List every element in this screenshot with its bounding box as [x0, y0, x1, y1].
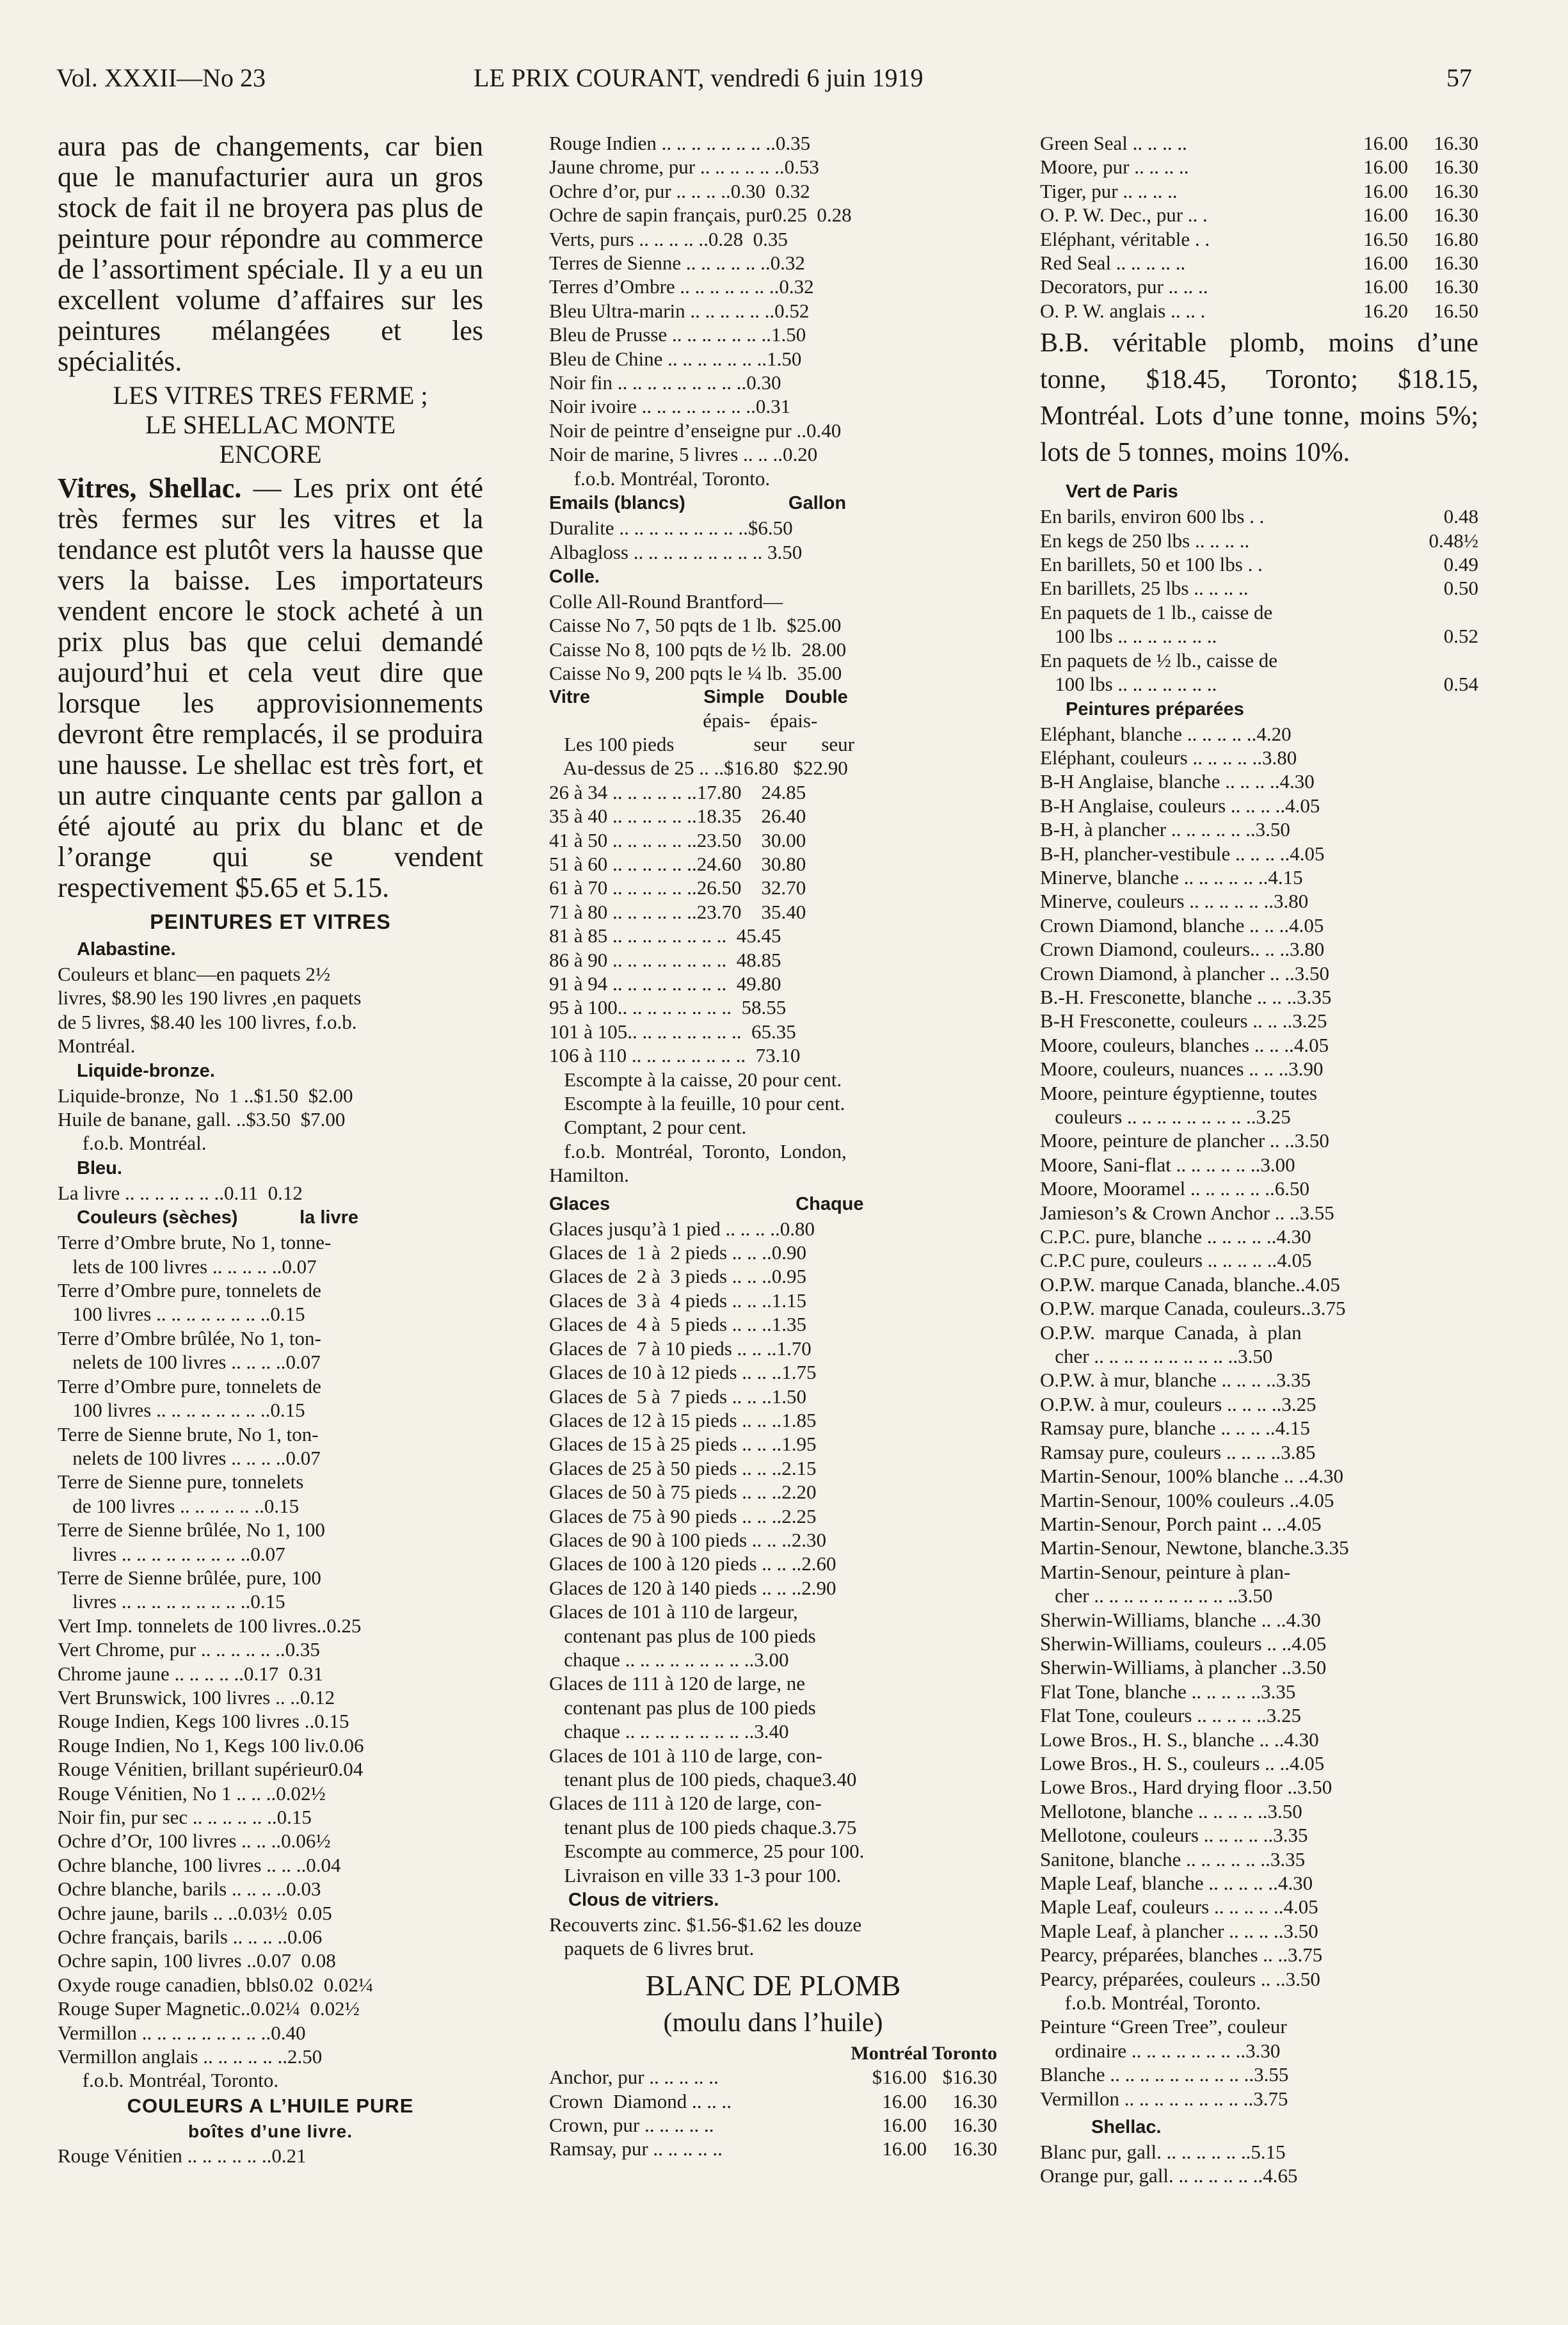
price-line: f.o.b. Montréal, Toronto. — [1040, 1991, 1261, 2015]
price-row — [1040, 648, 1478, 672]
price-line: f.o.b. Montréal, Toronto, London, — [549, 1139, 847, 1162]
price-line: contenant pas plus de 100 pieds — [549, 1696, 816, 1719]
row-value-2: $16.30 — [942, 2066, 997, 2089]
price-line: Escompte à la caisse, 20 pour cent. — [549, 1068, 842, 1091]
price-line: Terre d’Ombre pure, tonnelets de — [58, 1374, 321, 1397]
price-line: Ochre d’Or, 100 livres .. .. ..0.06½ — [58, 1830, 331, 1853]
blanc-de-plomb-table — [549, 2065, 997, 2161]
heading-shellac: LE SHELLAC MONTE — [145, 410, 396, 439]
price-line: couleurs .. .. .. .. .. .. .. .. ..3.25 — [1040, 1106, 1291, 1128]
row-label: Moore, pur .. .. .. .. — [1040, 156, 1189, 179]
row-value: 16.00 — [882, 2089, 927, 2112]
price-row — [1040, 672, 1478, 696]
subhead-clous: Clous de vitriers. — [568, 1890, 719, 1911]
price-line: Flat Tone, blanche .. .. .. .. ..3.35 — [1040, 1680, 1296, 1703]
price-line: B-H Anglaise, couleurs .. .. .. ..4.05 — [1040, 794, 1320, 817]
row-value: 16.50 — [1363, 227, 1408, 250]
row-value-2: 16.50 — [1434, 299, 1478, 322]
price-line: Glaces de 7 à 10 pieds .. .. ..1.70 — [549, 1337, 812, 1360]
price-line: Duralite .. .. .. .. .. .. .. .. ..$6.50 — [549, 517, 793, 540]
price-line: Martin-Senour, Porch paint .. ..4.05 — [1040, 1512, 1322, 1535]
price-line: Hamilton. — [549, 1164, 629, 1187]
price-line: Crown Diamond, blanche .. .. ..4.05 — [1040, 913, 1324, 937]
couleurs-huile-prices — [549, 131, 997, 490]
price-line: f.o.b. Montréal. — [58, 1132, 207, 1155]
price-line: de 100 livres .. .. .. .. .. ..0.15 — [58, 1494, 300, 1517]
row-value-2: 16.30 — [1434, 179, 1478, 202]
price-line: Terre de Sienne brute, No 1, ton- — [58, 1422, 319, 1445]
price-row — [1040, 131, 1478, 155]
price-line: Chrome jaune .. .. .. .. ..0.17 0.31 — [58, 1662, 324, 1685]
row-value: 16.00 — [882, 2114, 927, 2137]
price-line: Glaces de 100 à 120 pieds .. .. ..2.60 — [549, 1552, 836, 1575]
price-line: Albagloss .. .. .. .. .. .. .. .. .. 3.50 — [549, 540, 803, 563]
price-line: livres .. .. .. .. .. .. .. .. ..0.07 — [58, 1542, 285, 1565]
price-line: Glaces de 111 à 120 de large, con- — [549, 1792, 822, 1815]
price-line: Glaces de 50 à 75 pieds .. .. ..2.20 — [549, 1481, 817, 1504]
paragraph-lead: Vitres, Shellac. — [58, 472, 242, 504]
price-line: Glaces de 5 à 7 pieds .. .. ..1.50 — [549, 1385, 807, 1408]
row-label: Red Seal .. .. .. .. .. — [1040, 252, 1186, 275]
price-row — [1040, 600, 1478, 624]
price-line: Minerve, blanche .. .. .. .. .. ..4.15 — [1040, 865, 1303, 889]
price-line: Noir de marine, 5 livres .. .. ..0.20 — [549, 443, 818, 466]
price-line: O.P.W. à mur, blanche .. .. .. ..3.35 — [1040, 1369, 1311, 1392]
row-label: Crown, pur .. .. .. .. .. — [549, 2114, 714, 2137]
price-row — [549, 2113, 997, 2137]
price-line: C.P.C. pure, blanche .. .. .. .. ..4.30 — [1040, 1225, 1311, 1248]
row-label: En barils, environ 600 lbs . . — [1040, 505, 1265, 528]
section-couleurs-huile: COULEURS A L’HUILE PURE — [127, 2094, 414, 2117]
price-line: Noir fin, pur sec .. .. .. .. .. ..0.15 — [58, 1806, 312, 1828]
price-line: Rouge Indien, Kegs 100 livres ..0.15 — [58, 1710, 349, 1733]
price-line: Martin-Senour, 100% blanche .. ..4.30 — [1040, 1465, 1343, 1488]
price-line: chaque .. .. .. .. .. .. .. .. ..3.00 — [549, 1648, 789, 1671]
price-row — [549, 2137, 997, 2160]
price-line: Caisse No 8, 100 pqts de ½ lb. 28.00 — [549, 638, 847, 661]
price-line: chaque .. .. .. .. .. .. .. .. ..3.40 — [549, 1720, 789, 1743]
row-value-2: 16.80 — [1434, 227, 1478, 250]
price-line: Rouge Super Magnetic..0.02¼ 0.02½ — [58, 1997, 360, 2020]
price-line: B.-H. Fresconette, blanche .. .. ..3.35 — [1040, 985, 1332, 1008]
peintures-preparees-list — [1040, 722, 1478, 2111]
price-line: Ochre blanche, 100 livres .. .. ..0.04 — [58, 1853, 341, 1876]
price-line: Lowe Bros., Hard drying floor ..3.50 — [1040, 1776, 1332, 1799]
row-label: Eléphant, véritable . . — [1040, 227, 1210, 250]
price-line: Ochre de sapin français, pur0.25 0.28 — [549, 204, 852, 227]
row-value: 16.00 — [1363, 252, 1408, 275]
price-line: contenant pas plus de 100 pieds — [549, 1624, 816, 1647]
price-line: Crown Diamond, à plancher .. ..3.50 — [1040, 961, 1329, 985]
price-line: Glaces de 101 à 110 de largeur, — [549, 1600, 798, 1623]
price-line: cher .. .. .. .. .. .. .. .. .. ..3.50 — [1040, 1345, 1273, 1368]
column-3 — [1040, 131, 1478, 2188]
price-line: Lowe Bros., H. S., blanche .. ..4.30 — [1040, 1728, 1319, 1751]
price-row — [1040, 504, 1478, 528]
page-number: 57 — [1446, 63, 1472, 92]
row-label: En barillets, 25 lbs .. .. .. .. — [1040, 577, 1249, 600]
emails-list — [549, 516, 997, 564]
price-line: Colle All-Round Brantford— — [549, 590, 783, 613]
price-line: Moore, couleurs, nuances .. .. ..3.90 — [1040, 1058, 1324, 1081]
price-line: Moore, Mooramel .. .. .. .. .. ..6.50 — [1040, 1177, 1310, 1200]
price-line: Glaces de 111 à 120 de large, ne — [549, 1672, 805, 1695]
price-row — [549, 2089, 997, 2113]
price-line: Glaces de 90 à 100 pieds .. .. ..2.30 — [549, 1528, 827, 1551]
price-line: Sherwin-Williams, couleurs .. ..4.05 — [1040, 1632, 1327, 1655]
row-value-2: 16.30 — [952, 2137, 997, 2160]
subhead-vitre: Vitre Simple Double — [549, 686, 848, 707]
price-row — [1040, 227, 1478, 251]
volume-number: Vol. XXXII—No 23 — [56, 63, 266, 92]
row-label: Green Seal .. .. .. .. — [1040, 132, 1187, 154]
price-line: Glaces de 25 à 50 pieds .. .. ..2.15 — [549, 1456, 817, 1479]
heading-vitres: LES VITRES TRES FERME ; — [113, 381, 428, 410]
subhead-bleu: Bleu. — [77, 1157, 122, 1179]
price-line: Glaces de 12 à 15 pieds .. .. ..1.85 — [549, 1408, 817, 1431]
price-row — [549, 2065, 997, 2089]
row-value-2: 16.30 — [1434, 156, 1478, 179]
price-line: La livre .. .. .. .. .. .. ..0.11 0.12 — [58, 1181, 303, 1204]
price-line: Huile de banane, gall. ..$3.50 $7.00 — [58, 1108, 346, 1131]
price-line: Glaces de 15 à 25 pieds .. .. ..1.95 — [549, 1433, 817, 1456]
price-line: tenant plus de 100 pieds chaque.3.75 — [549, 1815, 857, 1838]
row-label: 100 lbs .. .. .. .. .. .. .. — [1040, 673, 1217, 696]
bb-plomb-paragraph: B.B. véritable plomb, moins d’une tonne, $18.45, Toronto; $18.15, Montréal. Lots d’une tonne, moins 5%; lots de 5 tonnes, moins 10%. — [1040, 328, 1478, 468]
subhead-couleurs-seches: Couleurs (sèches) la livre — [77, 1207, 358, 1228]
price-line: Lowe Bros., H. S., couleurs .. ..4.05 — [1040, 1751, 1325, 1774]
price-line: Minerve, couleurs .. .. .. .. .. ..3.80 — [1040, 890, 1309, 913]
price-line: Jaune chrome, pur .. .. .. .. .. ..0.53 — [549, 156, 819, 179]
price-line: Ochre blanche, barils .. .. .. ..0.03 — [58, 1878, 321, 1901]
price-line: Rouge Indien .. .. .. .. .. .. .. ..0.35 — [549, 132, 811, 154]
row-label: 100 lbs .. .. .. .. .. .. .. — [1040, 625, 1217, 648]
price-line: Maple Leaf, couleurs .. .. .. .. ..4.05 — [1040, 1895, 1318, 1919]
blanc-columns-header: Montréal Toronto — [851, 2042, 997, 2064]
vitres-shellac-paragraph — [58, 473, 483, 903]
price-line: B-H, plancher-vestibule .. .. .. ..4.05 — [1040, 842, 1325, 865]
row-value — [1402, 600, 1478, 624]
subhead-colle: Colle. — [549, 566, 600, 587]
price-line: Bleu Ultra-marin .. .. .. .. .. ..0.52 — [549, 299, 810, 322]
price-line: cher .. .. .. .. .. .. .. .. .. ..3.50 — [1040, 1584, 1273, 1607]
subhead-glaces: Glaces Chaque — [549, 1193, 864, 1214]
page-header — [56, 63, 1472, 101]
price-line: Rouge Indien, No 1, Kegs 100 liv.0.06 — [58, 1734, 364, 1757]
price-line: tenant plus de 100 pieds, chaque3.40 — [549, 1768, 857, 1790]
row-value: 0.50 — [1443, 577, 1478, 600]
price-line: Terres de Sienne .. .. .. .. .. ..0.32 — [549, 252, 805, 275]
price-line: lets de 100 livres .. .. .. .. ..0.07 — [58, 1255, 317, 1278]
price-line: Peinture “Green Tree”, couleur — [1040, 2015, 1287, 2038]
price-line: O.P.W. marque Canada, couleurs..3.75 — [1040, 1297, 1346, 1320]
price-line: Noir ivoire .. .. .. .. .. .. .. ..0.31 — [549, 395, 791, 418]
price-line: Glaces de 101 à 110 de large, con- — [549, 1744, 822, 1767]
vitre-subhead-3: Les 100 pieds seur seur — [549, 732, 854, 755]
price-line: Moore, couleurs, blanches .. .. ..4.05 — [1040, 1033, 1329, 1056]
price-line: Terre d’Ombre brûlée, No 1, ton- — [58, 1326, 321, 1349]
price-line: Glaces de 2 à 3 pieds .. .. ..0.95 — [549, 1265, 807, 1288]
price-line: 101 à 105.. .. .. .. .. .. .. .. 65.35 — [549, 1020, 796, 1043]
row-label: O. P. W. anglais .. .. . — [1040, 299, 1206, 322]
price-line: 35 à 40 .. .. .. .. .. ..18.35 26.40 — [549, 805, 806, 828]
price-line: Eléphant, couleurs .. .. .. .. ..3.80 — [1040, 746, 1297, 769]
row-label: En paquets de 1 lb., caisse de — [1040, 600, 1273, 623]
price-line: Vermillon anglais .. .. .. .. .. ..2.50 — [58, 2045, 323, 2068]
price-line: Glaces de 120 à 140 pieds .. .. ..2.90 — [549, 1576, 836, 1599]
price-row — [1040, 251, 1478, 275]
price-line: 26 à 34 .. .. .. .. .. ..17.80 24.85 — [549, 780, 806, 803]
price-line: f.o.b. Montréal, Toronto. — [549, 467, 771, 490]
price-line: Vert Brunswick, 100 livres .. ..0.12 — [58, 1685, 335, 1709]
price-line: Glaces de 4 à 5 pieds .. .. ..1.35 — [549, 1313, 807, 1336]
price-line: Eléphant, blanche .. .. .. .. ..4.20 — [1040, 722, 1292, 745]
price-line: Blanche .. .. .. .. .. .. .. .. .. ..3.55 — [1040, 2063, 1289, 2086]
row-value: $16.00 — [872, 2066, 927, 2089]
price-line: O.P.W. marque Canada, blanche..4.05 — [1040, 1273, 1340, 1296]
shellac-list — [1040, 2140, 1478, 2188]
row-label: Ramsay, pur .. .. .. .. .. — [549, 2137, 723, 2160]
column-2 — [549, 131, 997, 2161]
price-line: Terre de Sienne pure, tonnelets — [58, 1470, 304, 1493]
price-line: Ochre français, barils .. .. .. ..0.06 — [58, 1926, 323, 1949]
price-row — [1040, 576, 1478, 600]
price-line: nelets de 100 livres .. .. .. ..0.07 — [58, 1446, 321, 1469]
row-value: 0.52 — [1443, 625, 1478, 648]
price-line: Mellotone, couleurs .. .. .. .. ..3.35 — [1040, 1824, 1308, 1847]
blanc-de-plomb-table-cont — [1040, 131, 1478, 323]
row-value: 0.49 — [1443, 553, 1478, 576]
vert-de-paris-table — [1040, 504, 1478, 696]
price-line: Escompte au commerce, 25 pour 100. — [549, 1840, 865, 1863]
price-line: Bleu de Prusse .. .. .. .. .. .. ..1.50 — [549, 323, 806, 346]
price-line: Noir de peintre d’enseigne pur ..0.40 — [549, 419, 842, 442]
price-line: Recouverts zinc. $1.56-$1.62 les douze — [549, 1913, 862, 1936]
row-value: 0.48 — [1443, 505, 1478, 528]
subhead-vert-de-paris: Vert de Paris — [1066, 481, 1178, 503]
price-line: 81 à 85 .. .. .. .. .. .. .. .. 45.45 — [549, 924, 781, 947]
row-value: 16.00 — [1363, 132, 1408, 154]
price-line: Rouge Vénitien .. .. .. .. .. ..0.21 — [58, 2144, 307, 2167]
price-line: Ochre jaune, barils .. ..0.03½ 0.05 — [58, 1901, 332, 1924]
price-line: Glaces de 3 à 4 pieds .. .. ..1.15 — [549, 1289, 807, 1312]
price-line: 86 à 90 .. .. .. .. .. .. .. .. 48.85 — [549, 948, 781, 971]
price-line: Vermillon .. .. .. .. .. .. .. .. ..0.40 — [58, 2021, 306, 2044]
price-line: Livraison en ville 33 1-3 pour 100. — [549, 1863, 842, 1887]
price-line: Mellotone, blanche .. .. .. .. ..3.50 — [1040, 1799, 1302, 1822]
subhead-alabastine: Alabastine. — [77, 939, 176, 960]
price-line: Comptant, 2 pour cent. — [549, 1116, 747, 1139]
price-line: Rouge Vénitien, brillant supérieur0.04 — [58, 1758, 364, 1781]
price-line: de 5 livres, $8.40 les 100 livres, f.o.b. — [58, 1010, 357, 1033]
row-value: 16.00 — [1363, 275, 1408, 298]
price-line: Pearcy, préparées, blanches .. ..3.75 — [1040, 1943, 1323, 1967]
row-value: 16.20 — [1363, 299, 1408, 322]
price-line: Glaces de 75 à 90 pieds .. .. ..2.25 — [549, 1504, 817, 1527]
row-label: En barillets, 50 et 100 lbs . . — [1040, 553, 1263, 576]
price-line: 100 livres .. .. .. .. .. .. .. ..0.15 — [58, 1303, 305, 1326]
price-line: 41 à 50 .. .. .. .. .. ..23.50 30.00 — [549, 828, 806, 851]
price-row — [1040, 552, 1478, 576]
price-line: Ramsay pure, blanche .. .. .. ..4.15 — [1040, 1417, 1310, 1440]
row-value: 0.54 — [1443, 673, 1478, 696]
price-line: Moore, peinture égyptienne, toutes — [1040, 1081, 1318, 1104]
price-line: Terre d’Ombre pure, tonnelets de — [58, 1279, 321, 1302]
price-line: Maple Leaf, à plancher .. .. .. ..3.50 — [1040, 1919, 1318, 1942]
column-1 — [58, 131, 483, 2168]
price-line: Montréal. — [58, 1034, 136, 1058]
price-line: O.P.W. à mur, couleurs .. .. .. ..3.25 — [1040, 1392, 1316, 1415]
price-line: Verts, purs .. .. .. .. ..0.28 0.35 — [549, 227, 788, 250]
price-line: Caisse No 7, 50 pqts de 1 lb. $25.00 — [549, 614, 842, 637]
couleurs-seches-list — [58, 1230, 483, 2093]
row-value: 0.48½ — [1428, 529, 1478, 552]
colle-list — [549, 590, 997, 686]
price-line: 95 à 100.. .. .. .. .. .. .. .. 58.55 — [549, 996, 787, 1019]
price-line: Escompte à la feuille, 10 pour cent. — [549, 1092, 845, 1115]
publication-title: LE PRIX COURANT, vendredi 6 juin 1919 — [474, 63, 924, 92]
row-value-2: 16.30 — [1434, 204, 1478, 227]
price-line: Glaces de 1 à 2 pieds .. .. ..0.90 — [549, 1241, 807, 1264]
price-line: Bleu de Chine .. .. .. .. .. .. ..1.50 — [549, 347, 802, 370]
row-label: Tiger, pur .. .. .. .. — [1040, 179, 1178, 202]
price-line: Terre de Sienne brûlée, pure, 100 — [58, 1566, 321, 1589]
price-line: O.P.W. marque Canada, à plan — [1040, 1321, 1302, 1344]
row-label: Crown Diamond .. .. .. — [549, 2089, 732, 2112]
row-value — [1402, 648, 1478, 672]
price-line: Glaces de 10 à 12 pieds .. .. ..1.75 — [549, 1361, 817, 1384]
price-row — [1040, 203, 1478, 227]
subhead-boites: boîtes d’une livre. — [188, 2121, 353, 2141]
escompte-list — [549, 1068, 997, 1187]
section-peintures-vitres: PEINTURES ET VITRES — [150, 910, 391, 933]
price-line: Vert Chrome, pur .. .. .. .. .. ..0.35 — [58, 1638, 320, 1661]
price-line: ordinaire .. .. .. .. .. .. .. ..3.30 — [1040, 2039, 1281, 2062]
price-line: paquets de 6 livres brut. — [549, 1937, 755, 1960]
row-label: En paquets de ½ lb., caisse de — [1040, 648, 1278, 672]
price-line: Vermillon .. .. .. .. .. .. .. .. ..3.75 — [1040, 2087, 1288, 2110]
price-line: 106 à 110 .. .. .. .. .. .. .. .. 73.10 — [549, 1044, 801, 1067]
row-value-2: 16.30 — [1434, 252, 1478, 275]
price-line: Ochre sapin, 100 livres ..0.07 0.08 — [58, 1949, 336, 1972]
price-line: Rouge Vénitien, No 1 .. .. ..0.02½ — [58, 1782, 326, 1805]
price-line: Terres d’Ombre .. .. .. .. .. .. ..0.32 — [549, 275, 814, 298]
price-line: nelets de 100 livres .. .. .. ..0.07 — [58, 1351, 321, 1374]
price-line: Terre d’Ombre brute, No 1, tonne- — [58, 1231, 332, 1254]
subhead-liquide-bronze: Liquide-bronze. — [77, 1060, 215, 1081]
row-label: Decorators, pur .. .. .. — [1040, 275, 1208, 298]
price-line: Au-dessus de 25 .. ..$16.80 $22.90 — [549, 757, 848, 780]
price-line: Sherwin-Williams, à plancher ..3.50 — [1040, 1656, 1327, 1679]
liquide-bronze-list — [58, 1084, 483, 1155]
clous-list — [549, 1913, 997, 1961]
price-line: Pearcy, préparées, couleurs .. ..3.50 — [1040, 1967, 1320, 1990]
price-line: livres .. .. .. .. .. .. .. .. ..0.15 — [58, 1590, 285, 1613]
row-label: O. P. W. Dec., pur .. . — [1040, 204, 1208, 227]
price-row — [1040, 275, 1478, 298]
price-line: Jamieson’s & Crown Anchor .. ..3.55 — [1040, 1201, 1334, 1224]
row-value-2: 16.30 — [952, 2089, 997, 2112]
intro-paragraph: aura pas de changements, car bien que le manufacturier aura un gros stock de fait il ne broyera pas plus de peinture pour répondre au commerce de l’assortiment spéciale. Il y a eu un excellent volume d’affaires sur les peintures mélangées et les spécialités. — [58, 131, 483, 377]
glaces-list — [549, 1217, 997, 1887]
price-row — [1040, 179, 1478, 203]
price-row — [1040, 529, 1478, 552]
blanc-de-plomb-subtitle: (moulu dans l’huile) — [663, 2007, 883, 2038]
couleurs-huile-list — [58, 2144, 483, 2168]
price-line: f.o.b. Montréal, Toronto. — [58, 2069, 279, 2092]
price-line: Sanitone, blanche .. .. .. .. .. ..3.35 — [1040, 1847, 1306, 1870]
price-line: 61 à 70 .. .. .. .. .. ..26.50 32.70 — [549, 876, 806, 899]
blanc-de-plomb-title: BLANC DE PLOMB — [645, 1968, 901, 2002]
price-line: Martin-Senour, 100% couleurs ..4.05 — [1040, 1488, 1334, 1511]
row-label: En kegs de 250 lbs .. .. .. .. — [1040, 529, 1250, 552]
alabastine-list — [58, 962, 483, 1058]
price-line: 51 à 60 .. .. .. .. .. ..24.60 30.80 — [549, 852, 806, 875]
price-line: Moore, Sani-flat .. .. .. .. .. ..3.00 — [1040, 1153, 1295, 1176]
price-line: Sherwin-Williams, blanche .. ..4.30 — [1040, 1608, 1321, 1631]
price-line: Noir fin .. .. .. .. .. .. .. .. ..0.30 — [549, 371, 781, 394]
price-line: 100 livres .. .. .. .. .. .. .. ..0.15 — [58, 1399, 305, 1422]
price-line: Vert Imp. tonnelets de 100 livres..0.25 — [58, 1614, 362, 1637]
price-line: 91 à 94 .. .. .. .. .. .. .. .. 49.80 — [549, 972, 781, 995]
price-row — [1040, 624, 1478, 648]
row-value-2: 16.30 — [1434, 275, 1478, 298]
price-line: Crown Diamond, couleurs.. .. ..3.80 — [1040, 938, 1325, 961]
row-value: 16.00 — [882, 2137, 927, 2160]
row-value: 16.00 — [1363, 204, 1408, 227]
price-line: Ramsay pure, couleurs .. .. .. ..3.85 — [1040, 1440, 1316, 1463]
price-line: Martin-Senour, Newtone, blanche.3.35 — [1040, 1536, 1349, 1559]
row-value: 16.00 — [1363, 156, 1408, 179]
price-line: Maple Leaf, blanche .. .. .. .. ..4.30 — [1040, 1872, 1313, 1894]
heading-encore: ENCORE — [219, 440, 322, 469]
price-line: Glaces jusqu’à 1 pied .. .. .. ..0.80 — [549, 1217, 815, 1240]
subhead-peintures-preparees: Peintures préparées — [1066, 698, 1244, 720]
price-line: C.P.C pure, couleurs .. .. .. .. ..4.05 — [1040, 1249, 1312, 1272]
price-line: Liquide-bronze, No 1 ..$1.50 $2.00 — [58, 1084, 353, 1107]
price-line: Oxyde rouge canadien, bbls0.02 0.02¼ — [58, 1973, 374, 1996]
price-line: Moore, peinture de plancher .. ..3.50 — [1040, 1129, 1329, 1152]
price-line: Martin-Senour, peinture à plan- — [1040, 1560, 1291, 1583]
price-line: livres, $8.90 les 190 livres ,en paquets — [58, 986, 362, 1010]
row-label: Anchor, pur .. .. .. .. .. — [549, 2066, 719, 2089]
vitre-subhead-2: épais- épais- — [549, 709, 818, 732]
price-line: Caisse No 9, 200 pqts le ¼ lb. 35.00 — [549, 662, 842, 685]
subhead-shellac: Shellac. — [1091, 2117, 1162, 2138]
price-line: B-H, à plancher .. .. .. .. .. ..3.50 — [1040, 818, 1290, 841]
price-line: Blanc pur, gall. .. .. .. .. .. ..5.15 — [1040, 2141, 1286, 2164]
row-value-2: 16.30 — [1434, 132, 1478, 154]
vitre-list — [549, 756, 997, 1067]
price-row — [1040, 155, 1478, 179]
price-line: 71 à 80 .. .. .. .. .. ..23.70 35.40 — [549, 900, 806, 923]
price-row — [1040, 299, 1478, 323]
price-line: Terre de Sienne brûlée, No 1, 100 — [58, 1518, 325, 1541]
bleu-list — [58, 1181, 483, 1205]
row-value-2: 16.30 — [952, 2114, 997, 2137]
price-line: Couleurs et blanc—en paquets 2½ — [58, 963, 331, 985]
price-line: Orange pur, gall. .. .. .. .. .. ..4.65 — [1040, 2164, 1298, 2187]
price-line: B-H Fresconette, couleurs .. .. ..3.25 — [1040, 1010, 1327, 1033]
price-line: Ochre d’or, pur .. .. .. ..0.30 0.32 — [549, 179, 810, 202]
price-line: B-H Anglaise, blanche .. .. .. ..4.30 — [1040, 770, 1315, 793]
row-value: 16.00 — [1363, 179, 1408, 202]
price-line: Flat Tone, couleurs .. .. .. .. ..3.25 — [1040, 1704, 1301, 1727]
subhead-emails: Emails (blancs) Gallon — [549, 493, 847, 514]
paragraph-body: — Les prix ont été très fermes sur les vitres et la tendance est plutôt vers la hausse que vers la baisse. Les importateurs vendent encore le stock acheté à un prix plus bas que celui demandé aujourd’hui et cela veut dire que lorsque les approvisionnements devront être remplacés, il se produira une hausse. Le shellac est très fort, et un autre cinquante cents par gallon a été ajouté au prix du blanc et de l’orange qui se vendent respectivement $5.65 et 5.15. — [58, 472, 483, 903]
